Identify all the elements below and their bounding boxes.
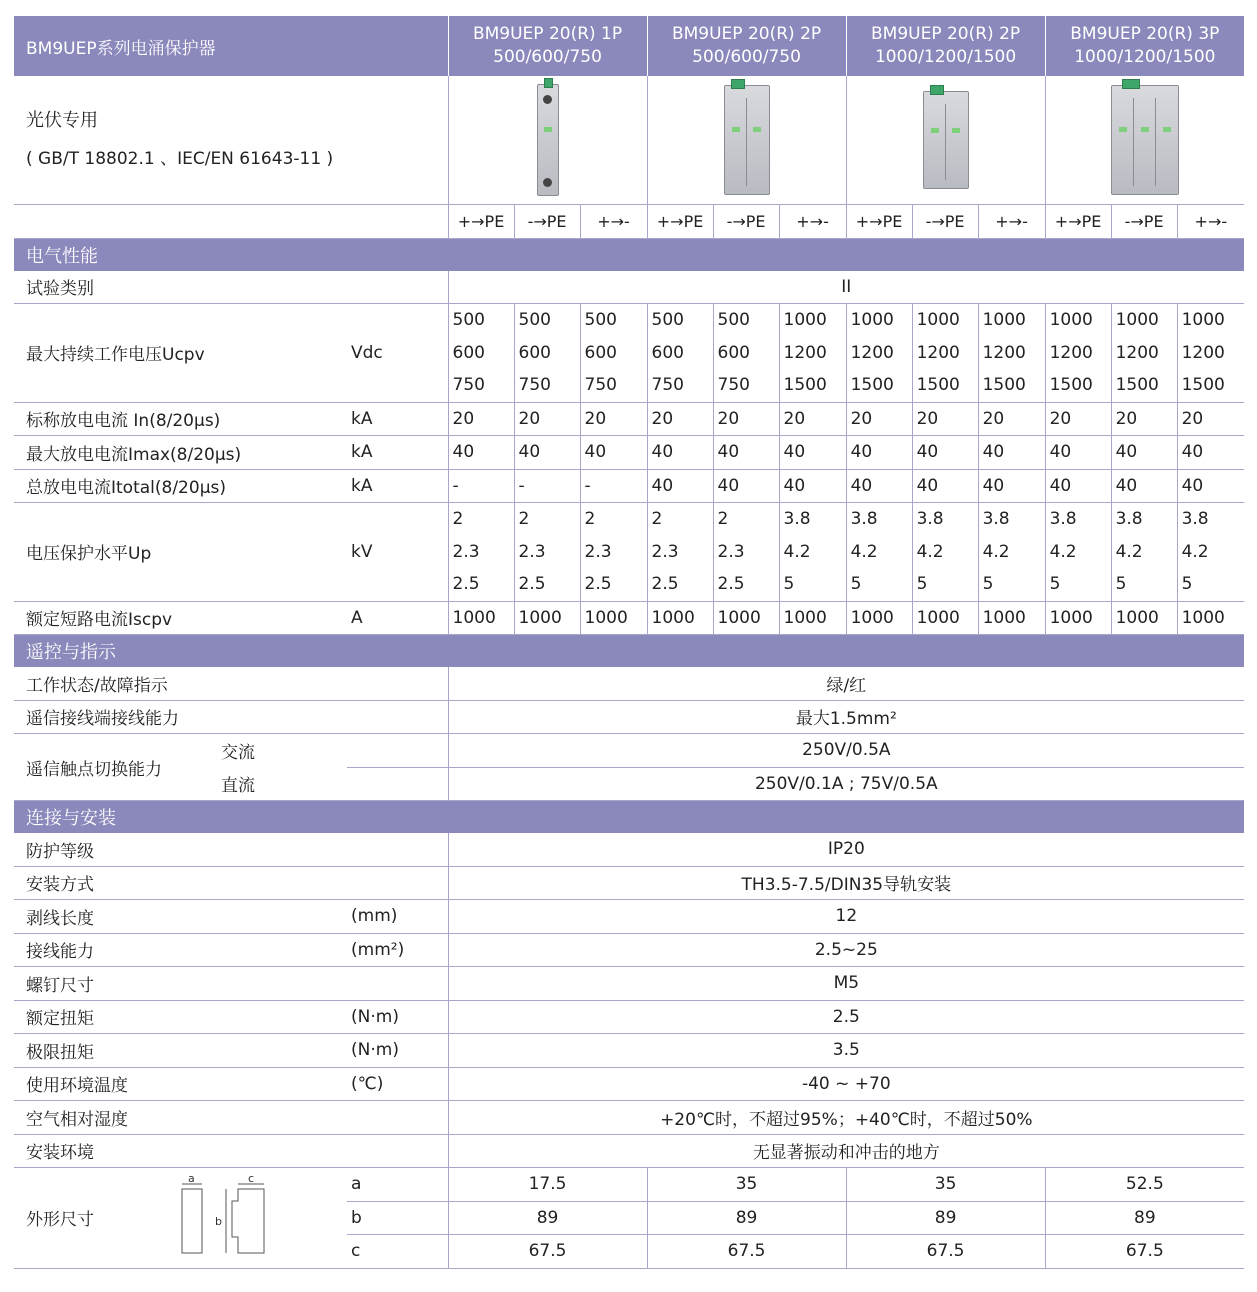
table-cell: 5: [978, 568, 1045, 601]
table-cell: 40: [448, 436, 514, 470]
product-image-row: [14, 76, 1244, 205]
table-cell: 1000: [1111, 304, 1177, 337]
product-2p-image: [846, 76, 1045, 205]
table-cell: 2.3: [713, 536, 779, 569]
table-cell: -: [514, 469, 580, 503]
table-cell: 20: [779, 402, 846, 436]
table-cell: 20: [1177, 402, 1244, 436]
table-cell: 40: [779, 469, 846, 503]
table-cell: 20: [1045, 402, 1111, 436]
contact-ac-row: [14, 734, 1244, 768]
table-cell: 67.5: [448, 1235, 647, 1269]
table-cell: 20: [978, 402, 1045, 436]
table-cell: 2.3: [514, 536, 580, 569]
row-unit: kV: [347, 503, 448, 602]
table-cell: 1500: [912, 369, 978, 402]
table-cell: 4.2: [978, 536, 1045, 569]
row-value: 无显著振动和冲击的地方: [448, 1134, 1244, 1168]
model-voltage: 1000/1200/1500: [874, 47, 1017, 67]
table-cell: 1500: [846, 369, 912, 402]
table-cell: 4.2: [1045, 536, 1111, 569]
model-header-2: [647, 16, 846, 76]
table-cell: 4.2: [1111, 536, 1177, 569]
install-row: [14, 833, 1244, 866]
table-cell: 40: [779, 436, 846, 470]
terminal-label: -→PE: [1111, 205, 1177, 239]
table-cell: 3.8: [1111, 503, 1177, 536]
dimension-row: [14, 1168, 1244, 1202]
section-title: 电气性能: [14, 238, 1244, 271]
table-cell: 4.2: [779, 536, 846, 569]
table-cell: 1000: [1177, 304, 1244, 337]
install-row: [14, 866, 1244, 900]
table-cell: 40: [912, 436, 978, 470]
row-label: 接线能力: [14, 933, 347, 967]
terminal-label: -→PE: [514, 205, 580, 239]
table-cell: -: [580, 469, 647, 503]
table-cell: 1000: [779, 601, 846, 635]
table-cell: 2: [647, 503, 713, 536]
row-label: 电压保护水平Up: [14, 503, 347, 602]
table-cell: 1000: [846, 601, 912, 635]
table-cell: 500: [514, 304, 580, 337]
model-header-4: [1045, 16, 1244, 76]
table-cell: 1000: [1045, 304, 1111, 337]
row-value: II: [448, 271, 1244, 304]
section-remote: [14, 635, 1244, 668]
install-row: [14, 967, 1244, 1001]
imax-row: [14, 436, 1244, 470]
row-value: 250V/0.5A: [448, 734, 1244, 768]
table-cell: 4.2: [1177, 536, 1244, 569]
row-label: 额定扭矩: [14, 1000, 347, 1034]
table-cell: 2.3: [580, 536, 647, 569]
row-value: M5: [448, 967, 1244, 1001]
model-name: BM9UEP 20(R) 1P: [472, 24, 623, 44]
table-cell: 1000: [912, 601, 978, 635]
table-cell: 40: [912, 469, 978, 503]
install-row: [14, 900, 1244, 934]
table-cell: 1000: [1177, 601, 1244, 635]
row-unit: (N·m): [347, 1000, 448, 1034]
ucpv-row: [14, 304, 1244, 337]
table-cell: 40: [1111, 469, 1177, 503]
table-cell: 1200: [1111, 337, 1177, 370]
up-row: [14, 503, 1244, 536]
row-label: 螺钉尺寸: [14, 967, 347, 1001]
section-install: [14, 801, 1244, 834]
status-row: [14, 667, 1244, 700]
table-cell: 67.5: [647, 1235, 846, 1269]
dimension-key: b: [347, 1201, 448, 1235]
table-cell: 1500: [779, 369, 846, 402]
table-cell: 40: [1111, 436, 1177, 470]
table-cell: 5: [1045, 568, 1111, 601]
install-row: [14, 1034, 1244, 1068]
table-cell: 1200: [1177, 337, 1244, 370]
table-cell: 500: [713, 304, 779, 337]
table-cell: 67.5: [1045, 1235, 1244, 1269]
table-cell: 5: [779, 568, 846, 601]
header-row: [14, 16, 1244, 76]
model-name: BM9UEP 20(R) 3P: [1070, 24, 1220, 44]
row-unit: kA: [347, 436, 448, 470]
table-cell: 40: [846, 469, 912, 503]
table-cell: 1500: [1177, 369, 1244, 402]
table-cell: 3.8: [1177, 503, 1244, 536]
row-value: 3.5: [448, 1034, 1244, 1068]
table-cell: 20: [1111, 402, 1177, 436]
row-value: 250V/0.1A ; 75V/0.5A: [448, 767, 1244, 801]
table-cell: 40: [580, 436, 647, 470]
row-label: 标称放电电流 In(8/20μs): [14, 402, 347, 436]
model-voltage: 500/600/750: [692, 47, 801, 67]
install-row: [14, 1000, 1244, 1034]
model-header-3: [846, 16, 1045, 76]
product-usage-cell: [14, 76, 448, 205]
row-unit: (mm): [347, 900, 448, 934]
iscpv-row: [14, 601, 1244, 635]
terminal-label: +→PE: [1045, 205, 1111, 239]
row-value: -40 ~ +70: [448, 1067, 1244, 1101]
model-voltage: 500/600/750: [493, 47, 602, 67]
table-cell: 3.8: [779, 503, 846, 536]
row-unit: [347, 833, 448, 866]
ac-label: 交流: [217, 734, 318, 768]
table-cell: 2: [448, 503, 514, 536]
table-cell: 600: [580, 337, 647, 370]
table-cell: 2.5: [514, 568, 580, 601]
table-cell: 40: [713, 469, 779, 503]
row-unit: (mm²): [347, 933, 448, 967]
install-row: [14, 933, 1244, 967]
table-cell: 1500: [978, 369, 1045, 402]
standards-label: ( GB/T 18802.1 、IEC/EN 61643-11 ): [26, 149, 334, 169]
table-cell: 1000: [912, 304, 978, 337]
table-cell: 40: [978, 436, 1045, 470]
table-cell: 40: [978, 469, 1045, 503]
install-row: [14, 1134, 1244, 1168]
row-value: 最大1.5mm²: [448, 700, 1244, 734]
table-cell: 35: [647, 1168, 846, 1202]
row-label: 额定短路电流Iscpv: [14, 601, 347, 635]
row-value: 12: [448, 900, 1244, 934]
table-cell: 5: [846, 568, 912, 601]
table-cell: 1000: [713, 601, 779, 635]
row-label: 总放电电流Itotal(8/20μs): [14, 469, 347, 503]
table-cell: 500: [580, 304, 647, 337]
table-cell: 40: [1177, 469, 1244, 503]
row-label: 安装环境: [14, 1134, 347, 1168]
terminal-label: +→PE: [846, 205, 912, 239]
terminal-label: +→PE: [448, 205, 514, 239]
table-cell: 1500: [1045, 369, 1111, 402]
table-cell: 40: [1045, 469, 1111, 503]
table-cell: 20: [912, 402, 978, 436]
dimension-diagram-icon: [168, 1173, 278, 1263]
table-cell: 750: [448, 369, 514, 402]
row-value: TH3.5-7.5/DIN35导轨安装: [448, 866, 1244, 900]
table-cell: 20: [514, 402, 580, 436]
row-value: +20℃时，不超过95%；+40℃时，不超过50%: [448, 1101, 1244, 1135]
install-row: [14, 1067, 1244, 1101]
diagram-label-b: b: [215, 1214, 222, 1228]
table-cell: 500: [448, 304, 514, 337]
table-cell: 2: [514, 503, 580, 536]
product-3p-image: [1045, 76, 1244, 205]
row-label: 最大放电电流Imax(8/20μs): [14, 436, 347, 470]
table-cell: 89: [448, 1201, 647, 1235]
model-name: BM9UEP 20(R) 2P: [870, 24, 1021, 44]
dimension-key: c: [347, 1235, 448, 1269]
table-cell: 4.2: [912, 536, 978, 569]
row-unit: [347, 967, 448, 1001]
test-class-row: [14, 271, 1244, 304]
row-unit: kA: [347, 402, 448, 436]
table-cell: 20: [713, 402, 779, 436]
table-cell: 20: [580, 402, 647, 436]
table-cell: 89: [1045, 1201, 1244, 1235]
row-label: 试验类别: [14, 271, 448, 304]
table-cell: 40: [1177, 436, 1244, 470]
table-cell: 1000: [779, 304, 846, 337]
table-cell: 1200: [1045, 337, 1111, 370]
table-cell: 2.3: [647, 536, 713, 569]
table-cell: 2.3: [448, 536, 514, 569]
series-title: BM9UEP系列电涌保护器: [14, 16, 448, 76]
table-cell: 20: [846, 402, 912, 436]
table-cell: 600: [448, 337, 514, 370]
row-label: 剥线长度: [14, 900, 347, 934]
table-cell: 2.5: [448, 568, 514, 601]
table-cell: 2.5: [580, 568, 647, 601]
table-cell: 750: [514, 369, 580, 402]
row-label: 遥信触点切换能力: [14, 734, 347, 801]
install-row: [14, 1101, 1244, 1135]
diagram-label-a: a: [188, 1172, 195, 1185]
row-unit: kA: [347, 469, 448, 503]
row-label: 使用环境温度: [14, 1067, 347, 1101]
table-cell: 1000: [978, 601, 1045, 635]
table-cell: 3.8: [912, 503, 978, 536]
table-cell: 40: [1045, 436, 1111, 470]
spec-table: [14, 16, 1244, 1269]
row-label: 最大持续工作电压Ucpv: [14, 304, 347, 403]
table-cell: 750: [713, 369, 779, 402]
table-cell: 20: [448, 402, 514, 436]
row-label: 防护等级: [14, 833, 347, 866]
table-cell: 750: [580, 369, 647, 402]
table-cell: 1200: [978, 337, 1045, 370]
table-cell: 1000: [647, 601, 713, 635]
table-cell: 2: [713, 503, 779, 536]
table-cell: 67.5: [846, 1235, 1045, 1269]
product-1p-image: [448, 76, 647, 205]
row-unit: [347, 866, 448, 900]
row-label: 极限扭矩: [14, 1034, 347, 1068]
usage-label: 光伏专用: [26, 110, 98, 131]
table-cell: 40: [647, 469, 713, 503]
section-title: 遥控与指示: [14, 635, 1244, 668]
terminal-label: +→-: [779, 205, 846, 239]
terminal-label: +→-: [580, 205, 647, 239]
table-cell: 600: [647, 337, 713, 370]
model-voltage: 1000/1200/1500: [1074, 47, 1216, 67]
terminal-label: +→-: [1177, 205, 1244, 239]
row-label: 外形尺寸: [14, 1168, 164, 1269]
table-cell: 600: [713, 337, 779, 370]
table-cell: 2.5: [647, 568, 713, 601]
model-name: BM9UEP 20(R) 2P: [671, 24, 822, 44]
row-label: 安装方式: [14, 866, 347, 900]
table-cell: 5: [1177, 568, 1244, 601]
table-cell: 5: [1111, 568, 1177, 601]
row-unit: (℃): [347, 1067, 448, 1101]
table-cell: 20: [647, 402, 713, 436]
table-cell: 750: [647, 369, 713, 402]
table-cell: 40: [846, 436, 912, 470]
row-label: 空气相对湿度: [14, 1101, 347, 1135]
section-electrical: [14, 238, 1244, 271]
dimension-diagram: [164, 1168, 347, 1269]
table-cell: 89: [846, 1201, 1045, 1235]
table-cell: 2: [580, 503, 647, 536]
row-value: 2.5: [448, 1000, 1244, 1034]
row-value: 绿/红: [448, 667, 1244, 700]
table-cell: 52.5: [1045, 1168, 1244, 1202]
table-cell: 1000: [580, 601, 647, 635]
dimension-key: a: [347, 1168, 448, 1202]
row-value: IP20: [448, 833, 1244, 866]
table-cell: 1200: [846, 337, 912, 370]
table-cell: -: [448, 469, 514, 503]
table-cell: 5: [912, 568, 978, 601]
table-cell: 500: [647, 304, 713, 337]
table-cell: 2.5: [713, 568, 779, 601]
table-cell: 40: [514, 436, 580, 470]
itotal-row: [14, 469, 1244, 503]
table-cell: 3.8: [978, 503, 1045, 536]
table-cell: 3.8: [1045, 503, 1111, 536]
row-label: 遥信接线端接线能力: [14, 700, 448, 734]
table-cell: 600: [514, 337, 580, 370]
terminal-label: +→PE: [647, 205, 713, 239]
table-cell: 1200: [779, 337, 846, 370]
row-unit: Vdc: [347, 304, 448, 403]
table-cell: 3.8: [846, 503, 912, 536]
table-cell: 1000: [1111, 601, 1177, 635]
table-cell: 40: [647, 436, 713, 470]
row-unit: A: [347, 601, 448, 635]
terminal-row: [14, 205, 1244, 239]
row-unit: [347, 1101, 448, 1135]
terminal-label: -→PE: [713, 205, 779, 239]
table-cell: 89: [647, 1201, 846, 1235]
table-cell: 1000: [1045, 601, 1111, 635]
wiring-row: [14, 700, 1244, 734]
table-cell: 1000: [846, 304, 912, 337]
table-cell: 1000: [978, 304, 1045, 337]
row-value: 2.5~25: [448, 933, 1244, 967]
model-header-1: [448, 16, 647, 76]
table-cell: 1000: [448, 601, 514, 635]
product-2p-image: [647, 76, 846, 205]
table-cell: 1000: [514, 601, 580, 635]
row-unit: [347, 1134, 448, 1168]
table-cell: 40: [713, 436, 779, 470]
in-row: [14, 402, 1244, 436]
dc-label: 直流: [217, 767, 318, 801]
table-cell: 35: [846, 1168, 1045, 1202]
diagram-label-c: c: [248, 1172, 255, 1185]
table-cell: 1500: [1111, 369, 1177, 402]
row-unit: (N·m): [347, 1034, 448, 1068]
row-label: 工作状态/故障指示: [14, 667, 448, 700]
terminal-label: -→PE: [912, 205, 978, 239]
table-cell: 4.2: [846, 536, 912, 569]
terminal-label: +→-: [978, 205, 1045, 239]
section-title: 连接与安装: [14, 801, 1244, 834]
table-cell: 17.5: [448, 1168, 647, 1202]
table-cell: 1200: [912, 337, 978, 370]
